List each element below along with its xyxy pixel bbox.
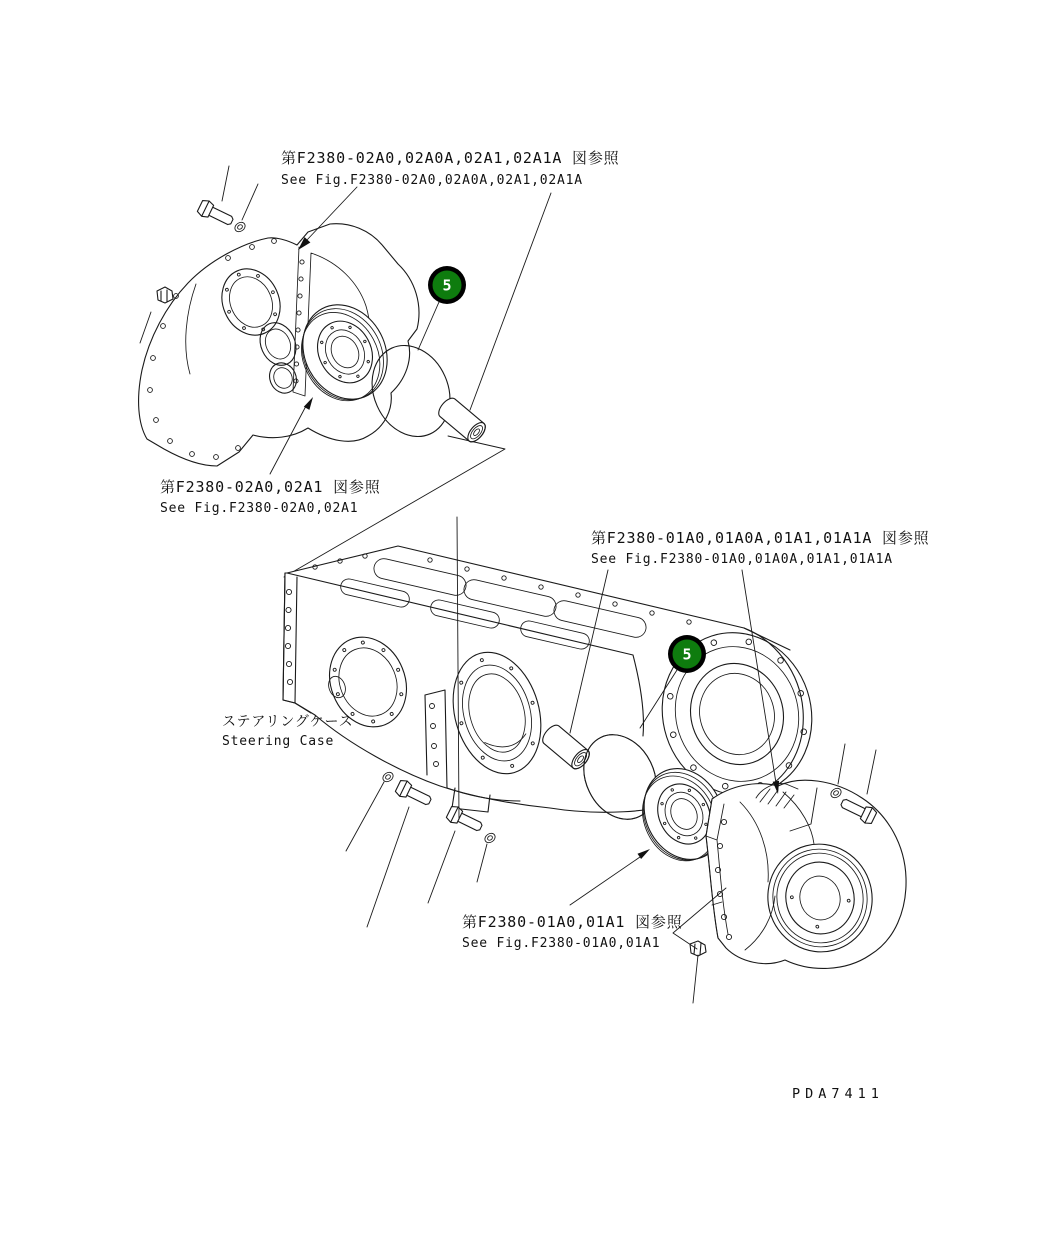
leader-line [470,193,551,410]
ref-left-jp: 第F2380-02A0,02A1 図参照 [160,478,381,496]
leader-line [693,955,698,1003]
ref-right-en: See Fig.F2380-01A0,01A0A,01A1,01A1A [591,552,893,567]
bolt-top-left [196,198,235,229]
leader-line [242,184,258,220]
ref-top-jp: 第F2380-02A0,02A0A,02A1,02A1A 図参照 [281,149,620,167]
washer-bottom-1 [381,770,395,783]
callout-badge-lower[interactable] [668,635,706,673]
part-code: PDA7411 [792,1086,884,1102]
badge-number: 5 [442,276,452,295]
leader-line [477,844,487,882]
leader-line [418,302,439,350]
leader-line [570,857,640,905]
bushing-upper [435,395,488,445]
drain-plug [690,941,706,956]
leader-line [346,782,384,851]
badge-number: 5 [682,645,692,664]
ref-left-en: See Fig.F2380-02A0,02A1 [160,501,359,516]
plug-bolt-left [157,287,173,303]
final-case-drawing [706,780,906,968]
leader-line [838,744,845,784]
ref-bottom-jp: 第F2380-01A0,01A1 図参照 [462,913,683,931]
bolt-bottom-1 [394,778,433,809]
washer-bottom-2 [483,831,497,844]
steering-case-drawing [283,546,833,815]
washer-top-left [233,220,247,233]
leader-line [367,807,409,927]
steering-case-label-en: Steering Case [222,734,335,749]
ref-top-en: See Fig.F2380-02A0,02A0A,02A1,02A1A [281,173,583,188]
callout-badge-upper[interactable] [428,266,466,304]
leader-line [222,166,229,201]
steering-case-label-jp: ステアリングケース [222,714,354,730]
leader-line [428,831,455,903]
leader-line [140,312,151,343]
ref-bottom-en: See Fig.F2380-01A0,01A1 [462,936,661,951]
ref-right-jp: 第F2380-01A0,01A0A,01A1,01A1A 図参照 [591,529,930,547]
leader-line [867,750,876,794]
